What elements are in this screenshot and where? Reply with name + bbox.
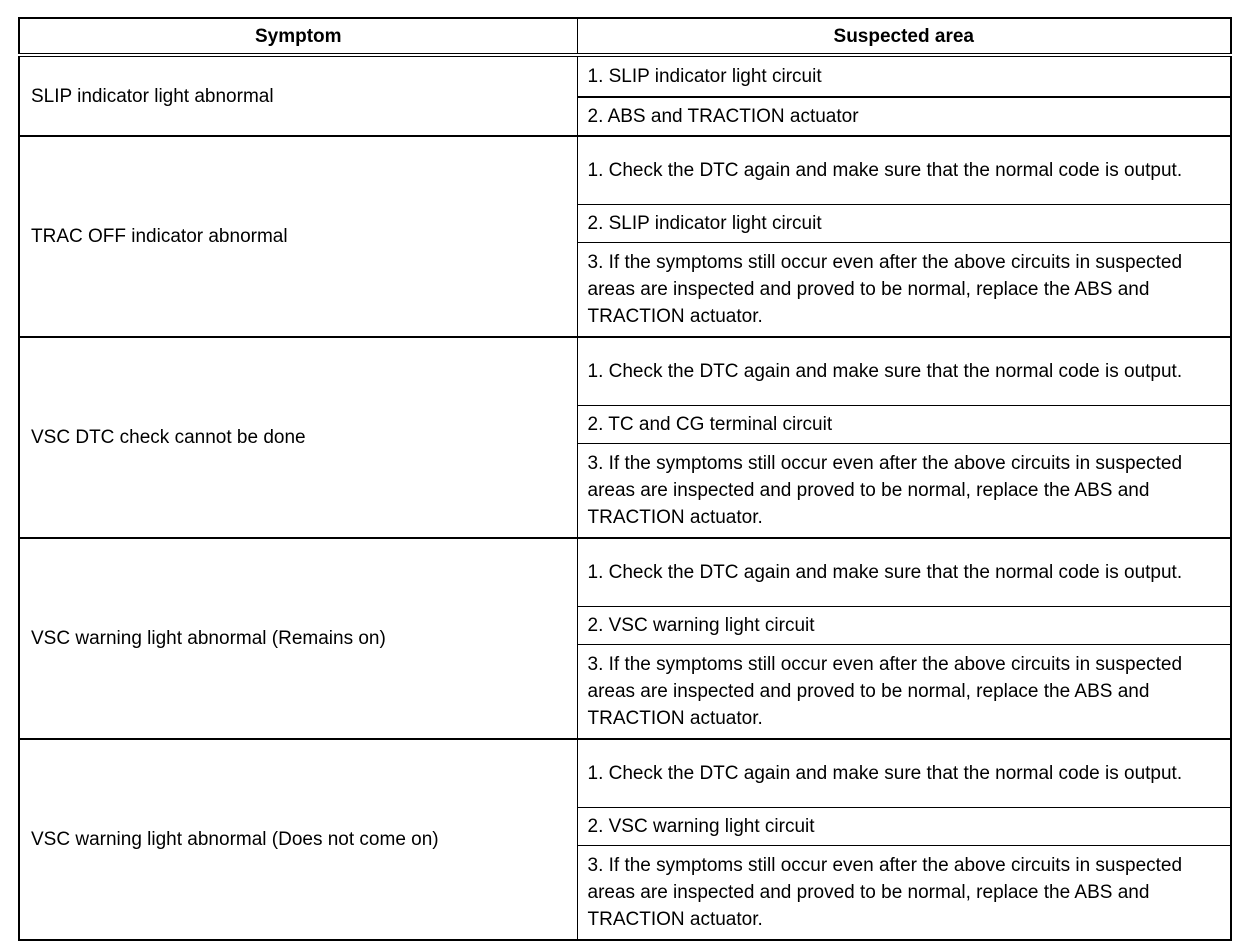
suspected-area-cell: 1. Check the DTC again and make sure that the normal code is output. (577, 739, 1231, 808)
symptom-cell: SLIP indicator light abnormal (19, 55, 577, 136)
header-row (19, 18, 1231, 55)
suspected-area-cell: 1. Check the DTC again and make sure that the normal code is output. (577, 538, 1231, 607)
suspected-area-cell: 2. ABS and TRACTION actuator (577, 97, 1231, 136)
suspected-area-cell: 2. VSC warning light circuit (577, 607, 1231, 645)
header-suspected-area: Suspected area (577, 18, 1231, 55)
suspected-area-cell: 2. SLIP indicator light circuit (577, 205, 1231, 243)
suspected-area-cell: 1. SLIP indicator light circuit (577, 55, 1231, 97)
symptom-cell: VSC warning light abnormal (Remains on) (19, 538, 577, 739)
table-row (19, 136, 1231, 205)
suspected-area-cell: 1. Check the DTC again and make sure that the normal code is output. (577, 337, 1231, 406)
header-symptom: Symptom (19, 18, 577, 55)
table-row (19, 538, 1231, 607)
suspected-area-cell: 3. If the symptoms still occur even after the above circuits in suspected areas are inspected and proved to be normal, replace the ABS and TRACTION actuator. (577, 444, 1231, 539)
suspected-area-cell: 1. Check the DTC again and make sure that the normal code is output. (577, 136, 1231, 205)
suspected-area-cell: 3. If the symptoms still occur even after the above circuits in suspected areas are inspected and proved to be normal, replace the ABS and TRACTION actuator. (577, 846, 1231, 941)
symptom-table (18, 17, 1232, 941)
symptom-cell: VSC DTC check cannot be done (19, 337, 577, 538)
suspected-area-cell: 3. If the symptoms still occur even after the above circuits in suspected areas are inspected and proved to be normal, replace the ABS and TRACTION actuator. (577, 645, 1231, 740)
table-row (19, 55, 1231, 97)
symptom-cell: VSC warning light abnormal (Does not come on) (19, 739, 577, 940)
suspected-area-cell: 2. TC and CG terminal circuit (577, 406, 1231, 444)
symptom-cell: TRAC OFF indicator abnormal (19, 136, 577, 337)
table-row (19, 739, 1231, 808)
suspected-area-cell: 2. VSC warning light circuit (577, 808, 1231, 846)
table-row (19, 337, 1231, 406)
suspected-area-cell: 3. If the symptoms still occur even after the above circuits in suspected areas are inspected and proved to be normal, replace the ABS and TRACTION actuator. (577, 243, 1231, 338)
